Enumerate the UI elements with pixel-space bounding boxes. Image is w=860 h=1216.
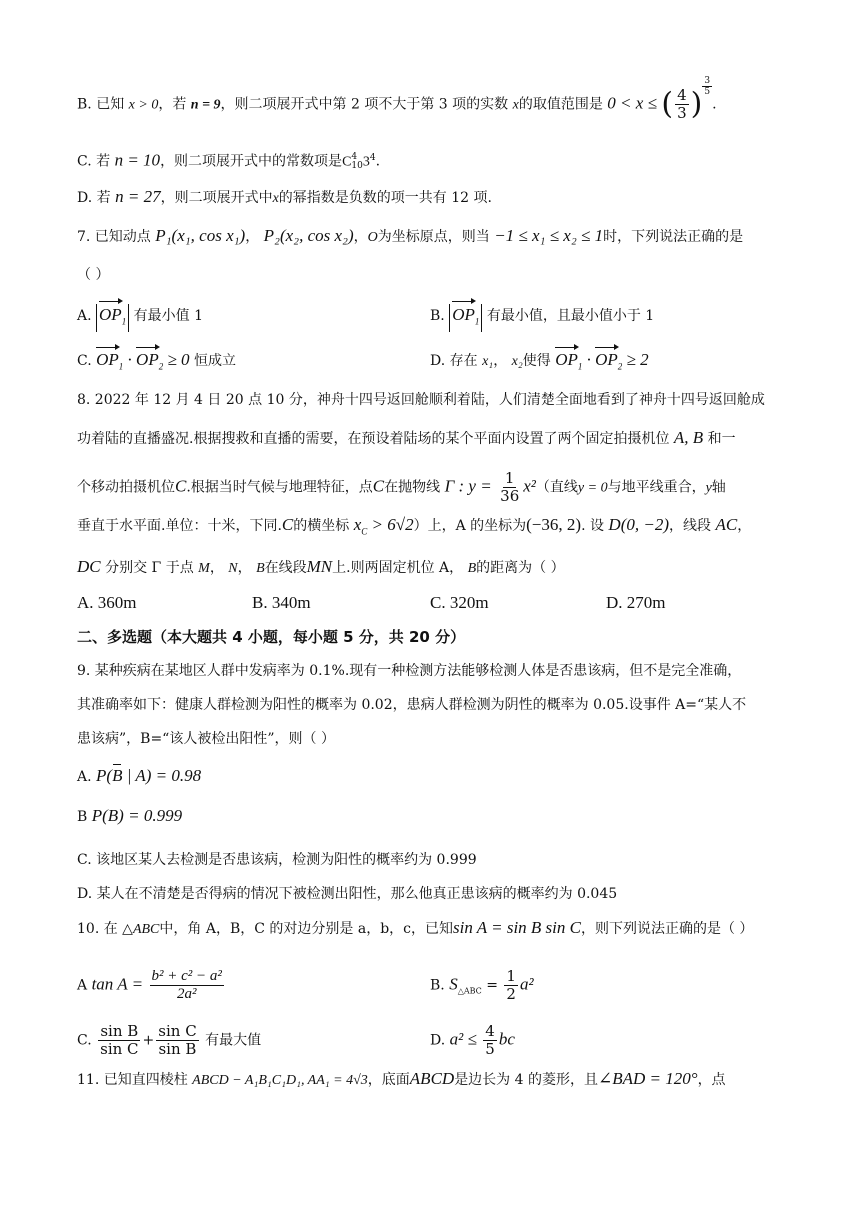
q10-optD-label: D. bbox=[430, 1032, 446, 1049]
q6-optB-range-left: 0 < x ≤ bbox=[607, 93, 657, 113]
q8-line4-mid: 的横坐标 bbox=[293, 518, 350, 534]
q7-stem-end: 时，下列说法正确的是 bbox=[603, 229, 744, 245]
frac-den: 3 bbox=[677, 104, 687, 122]
q8-line4-pre: 垂直于水平面.单位：十米，下同. bbox=[77, 518, 282, 534]
q11-stem-angle: ∠BAD = 120° bbox=[598, 1069, 698, 1088]
q7-optD-label: D. bbox=[430, 353, 446, 369]
q7-option-b bbox=[430, 304, 654, 332]
q10-option-d bbox=[430, 1023, 515, 1058]
q7-point-p2: P₂(x₂, cos x₂) bbox=[263, 226, 354, 245]
comb-sub: 10 bbox=[351, 160, 363, 171]
q9-line2: 其准确率如下：健康人群检测为阳性的概率为 0.02，患病人群检测为阴性的概率为 0.05.设事件 A=“某人不 bbox=[77, 697, 747, 713]
q7-stem-mid: ， bbox=[245, 229, 260, 245]
q7-point-p1: P₁(x₁, cos x₁) bbox=[155, 226, 246, 245]
q9-optA-expr bbox=[96, 766, 201, 785]
q10-optA-label: A bbox=[77, 977, 88, 994]
frac-den: sin C bbox=[100, 1040, 139, 1058]
q7-option-c bbox=[77, 350, 236, 376]
q8-line2-post: 和一 bbox=[707, 431, 736, 447]
q10-option-a bbox=[77, 968, 226, 1003]
q10-stem-triangle: △ABC bbox=[122, 922, 160, 937]
q7-optA-abs-op1: $OP_1$ bbox=[96, 304, 129, 332]
q7-optA-text: 有最小值 1 bbox=[133, 308, 203, 324]
q6-optC-indices bbox=[351, 153, 362, 171]
q10-optB-lhs: S bbox=[449, 974, 458, 994]
q6-optB-mid: ，若 bbox=[158, 96, 187, 113]
q9-optB-expr: P(B) = 0.999 bbox=[91, 806, 183, 825]
q9-optB-label: B bbox=[77, 809, 88, 825]
q6-optD-text2: 的幂指数是负数的项一共有 12 项. bbox=[278, 190, 492, 206]
cond-rhs: > 6√2 bbox=[371, 515, 414, 534]
q10-optD-lhs: a² ≤ bbox=[449, 1029, 477, 1049]
q8-line3-paren: （直线 bbox=[535, 479, 578, 496]
q8-line4 bbox=[77, 515, 751, 541]
q8-line5-text4: 的距离为（ ） bbox=[476, 560, 565, 576]
q8-line2-pre: 功着陆的直播盛况.根据搜救和直播的需要，在预设着陆场的某个平面内设置了两个固定拍摄机位 bbox=[77, 431, 670, 447]
q10-optB-eq: = bbox=[486, 977, 498, 994]
q6-optD-pre: D. 若 bbox=[77, 190, 111, 206]
q9-option-d: D. 某人在不清楚是否得病的情况下被检测出阳性，那么他真正患该病的概率约为 0.045 bbox=[77, 886, 618, 902]
q8-line3-end: 轴 bbox=[711, 479, 726, 496]
q10-stem-end: ，则下列说法正确的是（ ） bbox=[580, 921, 754, 937]
right-paren: ) bbox=[690, 86, 703, 122]
q7-option-a bbox=[77, 304, 203, 332]
q7-optC-text: 恒成立 bbox=[194, 353, 237, 369]
q9-option-b bbox=[77, 806, 182, 827]
q8-line5-m: M bbox=[198, 561, 210, 576]
q8-line4-mid3: . 设 bbox=[581, 518, 604, 534]
q7-optB-text: 有最小值，且最小值小于 1 bbox=[486, 308, 655, 324]
q8-line3-c: C bbox=[175, 476, 187, 496]
q7-optB-label: B. bbox=[430, 308, 445, 324]
q9-optA-label: A. bbox=[77, 769, 92, 785]
frac-den: sin B bbox=[158, 1040, 197, 1058]
q11-stem-text2: 是边长为 4 的菱形，且 bbox=[454, 1072, 598, 1088]
q10-optA-lhs: tan A = bbox=[91, 974, 144, 994]
q6-optC-pre: C. 若 bbox=[77, 153, 111, 170]
q10-optC-text: 有最大值 bbox=[205, 1032, 262, 1049]
q10-stem-cond: sin A = sin B sin C bbox=[453, 918, 581, 937]
q6-optC-cond: n = 10 bbox=[114, 150, 161, 170]
comb-sup: 4 bbox=[351, 151, 358, 162]
q8-option-a: A. 360m bbox=[77, 593, 137, 612]
q7-optD-x1: x₁ bbox=[482, 354, 494, 369]
q8-line1: 8. 2022 年 12 月 4 日 20 点 10 分，神舟十四号返回舱顺利着陆，人们清楚全面地看到了神舟十四号返回舱成 bbox=[77, 392, 765, 408]
q7-condition: −1 ≤ x₁ ≤ x₂ ≤ 1 bbox=[494, 226, 604, 245]
q8-line4-cond bbox=[353, 515, 414, 537]
q7-optA-label: A. bbox=[77, 308, 92, 324]
q8-line3-pre: 个移动拍摄机位 bbox=[77, 479, 175, 496]
q8-line5-text2: 在线段 bbox=[264, 560, 307, 576]
q6-optB-text2: 的取值范围是 bbox=[518, 96, 603, 113]
q6-optB-var: x bbox=[512, 97, 519, 113]
exp-num: 3 bbox=[704, 75, 711, 86]
frac-num: sin C bbox=[158, 1022, 197, 1040]
q7-optC-label: C. bbox=[77, 353, 92, 369]
frac-den: 5 bbox=[485, 1040, 495, 1058]
q9-option-c: C. 该地区某人去检测是否患该病，检测为阳性的概率约为 0.999 bbox=[77, 852, 477, 868]
q8-line3-mid: .根据当时气候与地理特征，点 bbox=[186, 479, 373, 496]
q10-stem-text: 中，角 A，B，C 的对边分别是 a，b，c，已知 bbox=[159, 921, 453, 937]
q8-line3-text: 与地平线重合， bbox=[607, 479, 706, 496]
q11-stem-text: ，底面 bbox=[367, 1072, 410, 1088]
q6-optC-comb: C bbox=[342, 154, 352, 170]
q8-line4-mid2: ）上，A 的坐标为 bbox=[413, 518, 527, 534]
q10-option-b bbox=[430, 968, 534, 1003]
q7-optD-x2: x₂ bbox=[511, 354, 523, 369]
q7-optC-expr: $OP_1 \cdot OP_2 \ge 0$ bbox=[96, 350, 190, 372]
frac-num: 1 bbox=[506, 967, 516, 985]
q8-line2 bbox=[77, 428, 736, 449]
section-heading-multiple-choice: 二、多选题（本大题共 4 小题，每小题 5 分，共 20 分） bbox=[77, 628, 466, 646]
q8-line3-y: y bbox=[705, 480, 712, 496]
q7-optB-abs-op1: $OP_1$ bbox=[449, 304, 482, 332]
q8-line5: DC 分别交 Γ 于点 M， N， B在线段MN上.则两固定机位 A， B的距离为（ ） bbox=[77, 557, 565, 576]
q8-line4-a: (−36, 2) bbox=[526, 515, 582, 534]
q8-line3-x2: x² bbox=[523, 476, 536, 496]
q10-optD-rhs: bc bbox=[498, 1029, 515, 1049]
frac-num: 1 bbox=[504, 469, 515, 487]
q9-line3: 患该病”，B=“该人被检出阳性”，则（ ） bbox=[77, 731, 335, 747]
q8-line5-dc: DC bbox=[77, 557, 101, 576]
q6-option-c: C. 若 n = 10，则二项展开式中的常数项是C 4 10 $3^4$. bbox=[77, 150, 381, 171]
q7-stem-line1: 7. 已知动点 P₁(x₁, cos x₁)， P₂(x₂, cos x₂)，O为坐标原点，则当 −1 ≤ x₁ ≤ x₂ ≤ 1时，下列说法正确的是 bbox=[77, 226, 744, 245]
q8-option-d: D. 270m bbox=[606, 593, 666, 612]
q10-stem-pre: 10. 在 bbox=[77, 921, 118, 937]
q8-line5-b: B bbox=[256, 561, 265, 576]
cond-sub: C bbox=[361, 526, 368, 537]
q10-optB-frac bbox=[504, 968, 518, 1003]
q8-line4-ac: AC bbox=[715, 515, 738, 534]
q8-line2-ab: A, B bbox=[673, 428, 704, 447]
q10-optB-sub: △ABC bbox=[457, 986, 482, 996]
frac-den: 2a² bbox=[176, 986, 197, 1002]
q10-optC-frac1 bbox=[98, 1023, 140, 1058]
q6-optB-pre: B. 已知 bbox=[77, 96, 125, 113]
q8-line5-text: 分别交 Γ 于点 bbox=[105, 560, 194, 576]
q7-origin-text: 为坐标原点，则当 bbox=[377, 229, 490, 245]
q8-option-c: C. 320m bbox=[430, 593, 489, 612]
q8-line3-y0: y = 0 bbox=[577, 480, 608, 496]
q8-line3: 个移动拍摄机位C.根据当时气候与地理特征，点C在抛物线 Γ : y = $\frac{1}{36}$ x²（直线y = 0与地平线重合，y轴 bbox=[77, 469, 726, 505]
q8-line4-mid4: ，线段 bbox=[669, 518, 711, 534]
q10-option-c bbox=[77, 1023, 261, 1058]
q10-optD-frac bbox=[483, 1023, 497, 1058]
q9-option-a bbox=[77, 766, 201, 787]
q8-line5-text3: 上.则两固定机位 A， bbox=[332, 560, 464, 576]
q11-stem-prism: ABCD − A₁B₁C₁D₁, AA₁ = 4√3 bbox=[192, 1073, 368, 1088]
q11-stem bbox=[77, 1069, 726, 1091]
q10-optC-label: C. bbox=[77, 1032, 92, 1049]
q11-stem-pre: 11. 已知直四棱柱 bbox=[77, 1072, 188, 1088]
frac-num: sin B bbox=[100, 1022, 139, 1040]
exp-den: 5 bbox=[704, 86, 711, 97]
expr-bar-b: B bbox=[112, 766, 123, 785]
q8-line3-frac bbox=[498, 470, 521, 505]
q10-optA-frac bbox=[150, 968, 224, 1003]
q6-optB-n: n = 9 bbox=[190, 97, 221, 113]
q6-optB-text: ，则二项展开式中第 2 项不大于第 3 项的实数 bbox=[220, 96, 509, 113]
q9-line1: 9. 某种疾病在某地区人群中发病率为 0.1%.现有一种检测方法能够检测人体是否患该病，但不是完全准确， bbox=[77, 663, 742, 679]
q8-option-b: B. 340m bbox=[252, 593, 311, 612]
q11-stem-abcd: ABCD bbox=[409, 1069, 455, 1088]
q8-line4-c: C bbox=[281, 515, 294, 534]
q8-line5-mn: MN bbox=[306, 557, 333, 576]
q6-optB-cond: x > 0 bbox=[128, 97, 159, 113]
q7-answer-paren: （ ） bbox=[77, 267, 110, 283]
q8-line5-n: N bbox=[228, 561, 238, 576]
q10-optB-rhs: a² bbox=[519, 974, 534, 994]
q10-optC-plus: + bbox=[142, 1032, 155, 1049]
q11-stem-end: ，点 bbox=[697, 1072, 726, 1088]
expr-pre: P( bbox=[96, 766, 113, 785]
q8-line4-d: D(0, −2) bbox=[608, 515, 669, 534]
cond-var: x bbox=[353, 515, 362, 534]
q6-option-b: B. 已知 x > 0，若 n = 9，则二项展开式中第 2 项不大于第 3 项的实数 x的取值范围是 0 < x ≤ ( $\frac{4}{3}$ ) $^{\frac{3}{5}}$ . bbox=[77, 75, 717, 122]
q7-option-d: D. 存在 x₁， x₂使得 $OP_1 \cdot OP_2 \ge 2$ bbox=[430, 350, 649, 372]
q8-line4-end: ， bbox=[737, 518, 752, 534]
q7-optD-expr: $OP_1 \cdot OP_2 \ge 2$ bbox=[555, 350, 649, 372]
expr-post: | A) = 0.98 bbox=[122, 766, 202, 785]
q6-optC-pow-base: 3 bbox=[362, 154, 370, 170]
frac-den: 36 bbox=[500, 487, 520, 505]
q6-option-d bbox=[77, 187, 492, 209]
q6-optC-pow-exp: 4 bbox=[369, 153, 376, 163]
q7-optD-text: 存在 bbox=[449, 353, 478, 369]
q8-line3-gamma: Γ : y = bbox=[444, 476, 492, 496]
q7-optD-text2: 使得 bbox=[522, 353, 551, 369]
frac-num: b² + c² − a² bbox=[151, 968, 222, 984]
frac-den: 2 bbox=[506, 985, 516, 1003]
frac-num: 4 bbox=[677, 86, 687, 104]
q6-optC-text: ，则二项展开式中的常数项是 bbox=[160, 153, 343, 170]
q6-optD-text: ，则二项展开式中 bbox=[160, 190, 273, 206]
left-paren: ( bbox=[661, 86, 674, 122]
q10-optB-label: B. bbox=[430, 977, 445, 994]
q8-line3-mid2: 在抛物线 bbox=[384, 479, 441, 496]
q7-stem-pre: 7. 已知动点 bbox=[77, 229, 151, 245]
q10-optC-frac2 bbox=[156, 1023, 198, 1058]
frac-num: 4 bbox=[485, 1022, 495, 1040]
q6-optB-exponent bbox=[702, 75, 712, 97]
q6-optB-frac bbox=[675, 87, 689, 122]
q6-optD-cond: n = 27 bbox=[115, 187, 161, 206]
q6-optD-var: x bbox=[272, 191, 279, 206]
q10-stem bbox=[77, 918, 753, 940]
